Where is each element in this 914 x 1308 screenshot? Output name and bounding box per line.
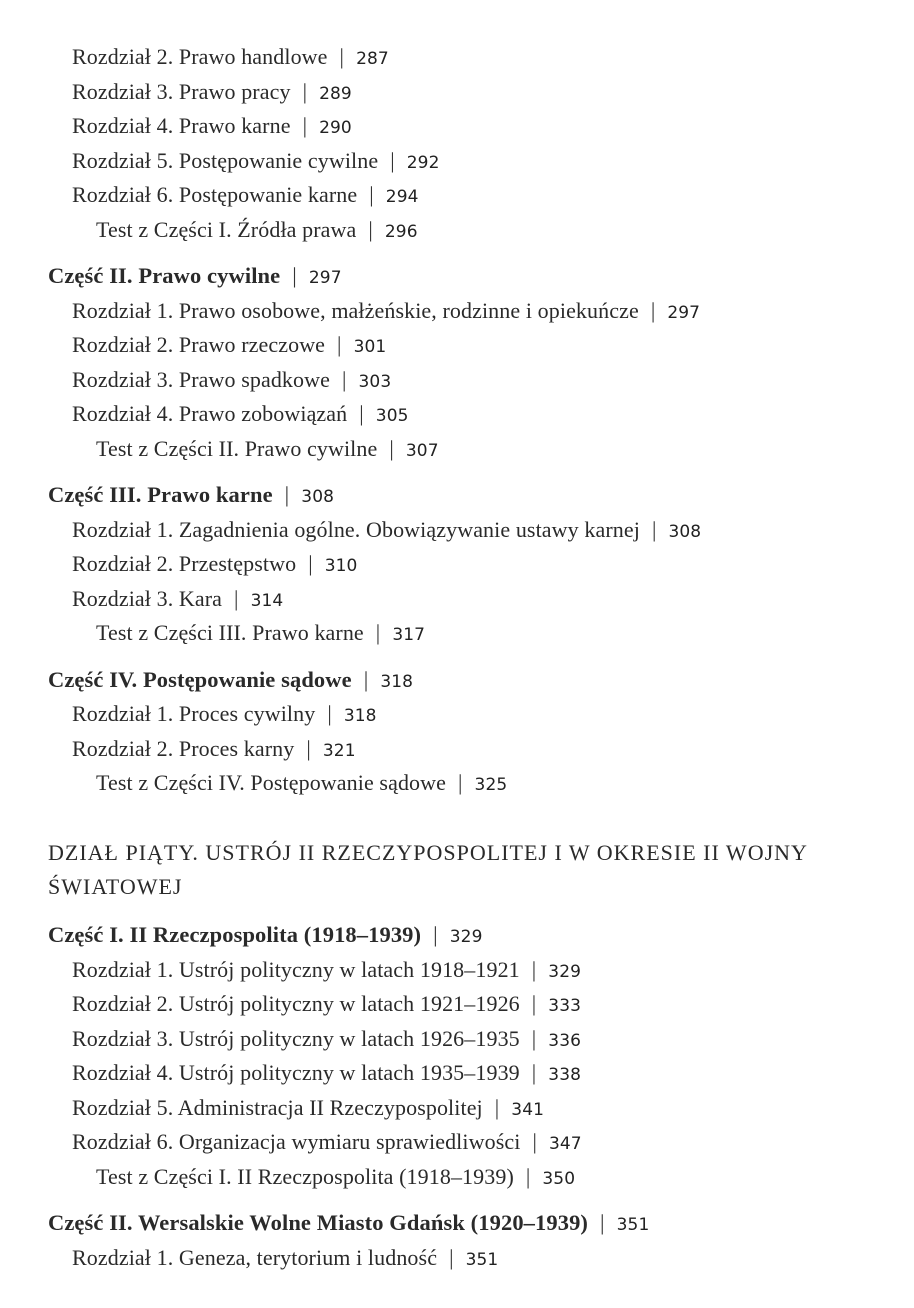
toc-page-number: 307 xyxy=(405,440,439,461)
toc-test-entry xyxy=(96,217,418,245)
toc-chapter-entry xyxy=(72,1060,581,1088)
toc-test-entry xyxy=(96,1164,575,1192)
toc-chapter-entry xyxy=(72,1129,582,1157)
toc-separator: | xyxy=(369,182,374,207)
toc-entry-title: Test z Części I. II Rzeczpospolita (1918–1939) xyxy=(96,1163,514,1189)
toc-page-number: 329 xyxy=(449,927,483,947)
toc-separator: | xyxy=(306,735,311,761)
toc-separator: | xyxy=(302,78,308,104)
toc-chapter-entry xyxy=(72,79,352,107)
toc-entry-title: Część IV. Postępowanie sądowe xyxy=(48,666,352,692)
toc-chapter-entry xyxy=(72,957,581,985)
toc-separator: | xyxy=(532,1129,537,1154)
toc-part-heading xyxy=(48,263,342,291)
toc-separator: | xyxy=(368,216,373,242)
toc-separator: | xyxy=(531,1025,537,1051)
toc-page-number: 350 xyxy=(542,1168,576,1189)
toc-separator: | xyxy=(600,1210,605,1235)
toc-entry-title: Rozdział 2. Ustrój polityczny w latach 1921–1926 xyxy=(72,991,520,1016)
toc-separator: | xyxy=(327,701,332,726)
toc-separator: | xyxy=(339,44,345,69)
toc-separator: | xyxy=(284,482,290,507)
toc-entry-title: Rozdział 4. Prawo karne xyxy=(72,113,291,138)
toc-entry-title: Część I. II Rzeczpospolita (1918–1939) xyxy=(48,922,422,947)
toc-entry-title: Rozdział 2. Prawo rzeczowe xyxy=(72,332,326,357)
toc-entry-title: Rozdział 1. Proces cywilny xyxy=(72,701,316,726)
toc-chapter-entry xyxy=(72,551,357,579)
toc-separator: | xyxy=(389,435,394,461)
toc-page-number: 292 xyxy=(406,152,440,173)
toc-chapter-entry xyxy=(72,401,409,429)
toc-page-number: 347 xyxy=(548,1134,582,1154)
toc-separator: | xyxy=(531,1060,537,1085)
toc-chapter-entry xyxy=(72,44,389,72)
toc-separator: | xyxy=(531,956,537,982)
toc-entry-title: Część II. Wersalskie Wolne Miasto Gdańsk (1920–1939) xyxy=(48,1210,589,1235)
toc-entry-title: Test z Części II. Prawo cywilne xyxy=(96,435,378,461)
toc-chapter-entry xyxy=(72,1026,581,1054)
toc-page-number: 333 xyxy=(548,996,582,1016)
toc-separator: | xyxy=(359,401,364,426)
toc-chapter-entry xyxy=(72,991,581,1019)
toc-entry-title: Część II. Prawo cywilne xyxy=(48,263,281,288)
toc-part-heading xyxy=(48,1210,649,1238)
toc-page-number: 308 xyxy=(301,487,335,507)
toc-entry-title: Rozdział 2. Proces karny xyxy=(72,735,295,761)
toc-separator: | xyxy=(651,516,657,542)
toc-test-entry xyxy=(96,620,425,648)
toc-part-heading xyxy=(48,667,413,695)
toc-test-entry xyxy=(96,436,439,464)
toc-chapter-entry xyxy=(72,586,283,614)
toc-chapter-entry xyxy=(72,1245,498,1273)
toc-page-number: 329 xyxy=(548,961,582,982)
toc-page-number: 287 xyxy=(356,49,389,69)
toc-separator: | xyxy=(337,332,342,357)
toc-page-number: 297 xyxy=(308,268,342,288)
toc-page-number: 321 xyxy=(322,740,356,761)
toc-entry-title: Test z Części III. Prawo karne xyxy=(96,620,364,645)
toc-entry-title: Rozdział 3. Prawo spadkowe xyxy=(72,366,330,392)
toc-chapter-entry xyxy=(72,701,377,729)
toc-separator: | xyxy=(494,1094,500,1120)
toc-entry-title: Rozdział 4. Prawo zobowiązań xyxy=(72,401,348,426)
toc-page-number: 301 xyxy=(353,337,387,357)
toc-page-number: 318 xyxy=(380,671,414,692)
toc-entry-title: Rozdział 1. Geneza, terytorium i ludność xyxy=(72,1244,438,1270)
toc-chapter-entry xyxy=(72,1095,544,1123)
toc-entry-title: Rozdział 4. Ustrój polityczny w latach 1935–1939 xyxy=(72,1060,520,1085)
toc-chapter-entry xyxy=(72,332,386,360)
toc-chapter-entry xyxy=(72,367,391,395)
toc-separator: | xyxy=(234,585,239,611)
toc-chapter-entry xyxy=(72,517,701,545)
toc-page-number: 318 xyxy=(343,706,377,726)
toc-page-number: 351 xyxy=(465,1249,499,1270)
toc-part-heading xyxy=(48,922,482,950)
section-heading: DZIAŁ PIĄTY. USTRÓJ II RZECZYPOSPOLITEJ I W OKRESIE II WOJNY ŚWIATOWEJ xyxy=(48,840,808,899)
toc-page-number: 294 xyxy=(385,187,419,207)
toc-chapter-entry xyxy=(72,113,352,141)
toc-test-entry xyxy=(96,770,507,798)
toc-entry-title: Rozdział 2. Prawo handlowe xyxy=(72,44,328,69)
toc-entry-title: Rozdział 5. Administracja II Rzeczypospolitej xyxy=(72,1094,483,1120)
toc-separator: | xyxy=(375,620,381,645)
toc-entry-title: Rozdział 3. Prawo pracy xyxy=(72,78,291,104)
toc-chapter-entry xyxy=(72,736,356,764)
toc-entry-title: Rozdział 5. Postępowanie cywilne xyxy=(72,147,379,173)
toc-chapter-entry xyxy=(72,182,419,210)
toc-entry-title: Część III. Prawo karne xyxy=(48,482,273,507)
toc-page-number: 314 xyxy=(250,590,284,611)
toc-page-number: 305 xyxy=(375,406,409,426)
toc-separator: | xyxy=(449,1244,454,1270)
toc-page-number: 341 xyxy=(511,1099,545,1120)
toc-page-number: 336 xyxy=(548,1030,582,1051)
toc-separator: | xyxy=(390,147,395,173)
toc-page-number: 338 xyxy=(548,1065,582,1085)
toc-page-number: 325 xyxy=(474,775,508,795)
toc-entry-title: Rozdział 3. Kara xyxy=(72,585,223,611)
toc-entry-title: Rozdział 6. Postępowanie karne xyxy=(72,182,358,207)
toc-separator: | xyxy=(292,263,297,288)
toc-entry-title: Rozdział 3. Ustrój polityczny w latach 1926–1935 xyxy=(72,1025,520,1051)
toc-entry-title: Rozdział 2. Przestępstwo xyxy=(72,551,297,576)
toc-entry-title: Test z Części IV. Postępowanie sądowe xyxy=(96,770,447,795)
toc-page-number: 296 xyxy=(384,221,418,242)
toc-page-number: 351 xyxy=(616,1215,650,1235)
toc-separator: | xyxy=(308,551,313,576)
toc-page-number: 290 xyxy=(319,118,352,138)
toc-separator: | xyxy=(458,770,463,795)
toc-page-number: 310 xyxy=(324,556,358,576)
toc-separator: | xyxy=(433,922,438,947)
toc-entry-title: Rozdział 1. Ustrój polityczny w latach 1918–1921 xyxy=(72,956,520,982)
toc-chapter-entry xyxy=(72,298,700,326)
toc-chapter-entry xyxy=(72,148,440,176)
toc-part-heading xyxy=(48,482,334,510)
toc-page-number: 289 xyxy=(319,83,352,104)
toc-page-number: 303 xyxy=(358,371,392,392)
toc-separator: | xyxy=(363,666,369,692)
toc-entry-title: Rozdział 6. Organizacja wymiaru sprawiedliwości xyxy=(72,1129,521,1154)
toc-page-number: 297 xyxy=(667,302,701,323)
toc-separator: | xyxy=(650,297,656,323)
toc-separator: | xyxy=(531,991,537,1016)
toc-entry-title: Test z Części I. Źródła prawa xyxy=(96,216,357,242)
toc-separator: | xyxy=(302,113,308,138)
toc-entry-title: Rozdział 1. Prawo osobowe, małżeńskie, rodzinne i opiekuńcze xyxy=(72,297,639,323)
toc-page-number: 308 xyxy=(668,521,702,542)
toc-separator: | xyxy=(342,366,347,392)
toc-separator: | xyxy=(525,1163,531,1189)
toc-entry-title: Rozdział 1. Zagadnienia ogólne. Obowiązywanie ustawy karnej xyxy=(72,516,640,542)
toc-page-number: 317 xyxy=(392,625,426,645)
